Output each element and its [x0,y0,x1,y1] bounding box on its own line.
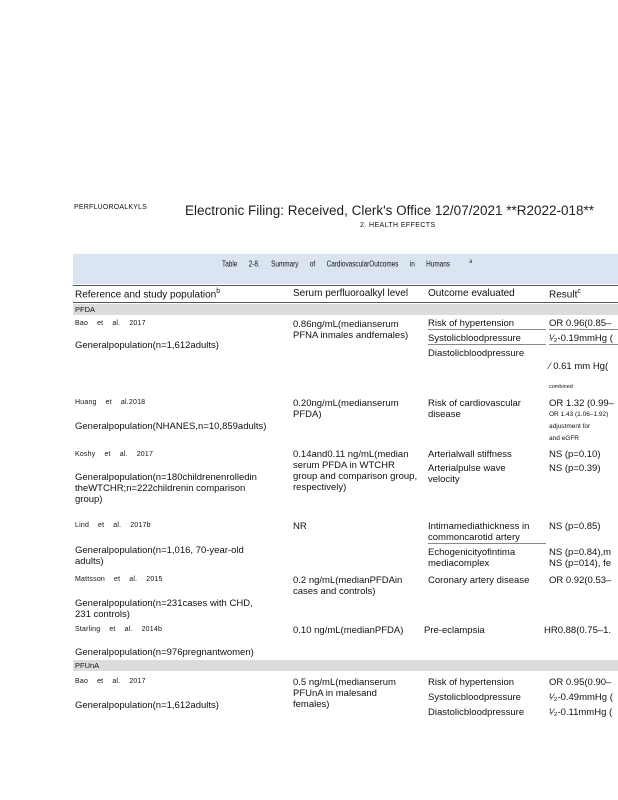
filing-stamp: Electronic Filing: Received, Clerk's Office 12/07/2021 **R2022-018** [185,203,595,218]
table-row-serum: 0.2 ng/mL(medianPFDAin cases and controls) [293,575,403,597]
header-top-rule [73,285,618,286]
table-row-population: Generalpopulation(n=1,612adults) [75,700,219,711]
col-header-outcome: Outcome evaluated [428,288,515,299]
table-row-ref: Bao et al. 2017 [75,678,146,685]
table-row-outcome: Diastolicbloodpressure [428,348,525,359]
table-row-outcome: Risk of cardiovascular disease [428,398,521,420]
col-header-serum: Serum perfluoroalkyl level [293,288,409,299]
table-label: Table [222,259,238,269]
table-row-ref: Lind et al. 2017b [75,522,151,529]
table-row-serum: NR [293,521,307,532]
table-row-outcome: Systolicbloodpressure [428,333,546,345]
table-row-result: NS (p=0.39) [549,463,601,474]
table-row-result: OR 1.32 (0.99– [549,398,614,409]
table-row-population: Generalpopulation(n=976pregnantwomen) [75,647,254,658]
table-row-population: Generalpopulation(n=180childrenenrolledin theWTCHR;n=222childrenin comparison group) [75,472,257,505]
table-row-result: ⁄ 0.61 mm Hg( [549,361,609,372]
col-header-result: Result$^c$ [549,288,581,301]
col-header-reference: Reference and study population$^b$ [75,288,221,301]
table-row-result: OR 0.95(0.90– [549,677,612,688]
table-row-serum: 0.86ng/mL(medianserum PFNA inmales andfemales) [293,319,409,341]
table-row-result: and eGFR [549,435,579,442]
table-row-outcome: Arterialpulse wave velocity [428,463,506,485]
table-row-serum: 0.20ng/mL(medianserum PFDA) [293,398,399,420]
table-row-outcome: Diastolicbloodpressure [428,707,525,718]
table-row-result: NS (p=0.84),m [549,547,612,558]
running-header: PERFLUOROALKYLS [74,204,148,211]
table-row-population: Generalpopulation(n=231cases with CHD, 231 controls) [75,598,253,620]
table-row-result: NS (p=0.10) [549,449,601,460]
table-row-population: Generalpopulation(n=1,612adults) [75,340,219,351]
table-title: Summary of CardiovascularOutcomes in Humans [271,259,451,269]
table-row-population: Generalpopulation(n=1,016, 70-year-old adults) [75,545,244,567]
table-row-ref: Huang et al.2018 [75,399,146,406]
table-row-population: Generalpopulation(NHANES,n=10,859adults) [75,421,267,432]
table-row-outcome: Risk of hypertension [428,318,546,330]
table-row-serum: 0.14and0.11 ng/mL(median serum PFDA in WTCHR group and comparison group, respectively) [293,449,418,493]
table-row-result: OR 0.96(0.85– [549,318,618,330]
table-row-serum: 0.5 ng/mL(medianserum PFUnA in malesand females) [293,677,396,710]
table-row-ref: Starling et al. 2014b [75,626,163,633]
table-row-result: OR 0.92(0.53– [549,575,612,586]
group-band-pfuna: PFUnA [73,660,618,671]
table-caption [222,259,472,269]
table-row-result: combined [549,384,573,390]
table-row-outcome: Pre-eclampsia [424,625,485,636]
table-row-serum: 0.10 ng/mL(medianPFDA) [293,625,404,636]
section-header: 2. HEALTH EFFECTS [360,222,436,229]
table-row-outcome: Coronary artery disease [428,575,530,586]
group-band-pfda: PFDA [73,304,618,315]
table-row-result: NS (p=014), fe [549,558,612,569]
table-row-result: ¹⁄₂-0.11mmHg ( [549,707,613,718]
table-row-outcome: Intimamediathickness in commoncarotid artery [428,521,546,544]
table-row-result: adjustment for [549,423,591,430]
table-footnote-marker: a [469,259,473,265]
table-row-outcome: Echogenicityofintima mediacomplex [428,547,516,569]
table-row-outcome: Arterialwall stiffness [428,449,512,460]
header-bottom-rule [73,302,618,303]
table-row-ref: Bao et al. 2017 [75,320,146,327]
table-row-result: NS (p=0.85) [549,521,601,532]
table-number: 2-8. [248,259,260,269]
table-row-ref: Mattsson et al. 2015 [75,576,163,583]
table-row-ref: Koshy et al. 2017 [75,451,154,458]
table-row-outcome: Risk of hypertension [428,677,515,688]
table-row-outcome: Systolicbloodpressure [428,692,521,703]
table-row-result: ¹⁄₂-0.19mmHg ( [549,333,618,345]
table-row-result: ¹⁄₂-0.49mmHg ( [549,692,613,703]
table-row-result: HR0.88(0.75–1. [544,625,612,636]
table-row-result: OR 1.43 (1.06–1.92) [549,411,609,418]
